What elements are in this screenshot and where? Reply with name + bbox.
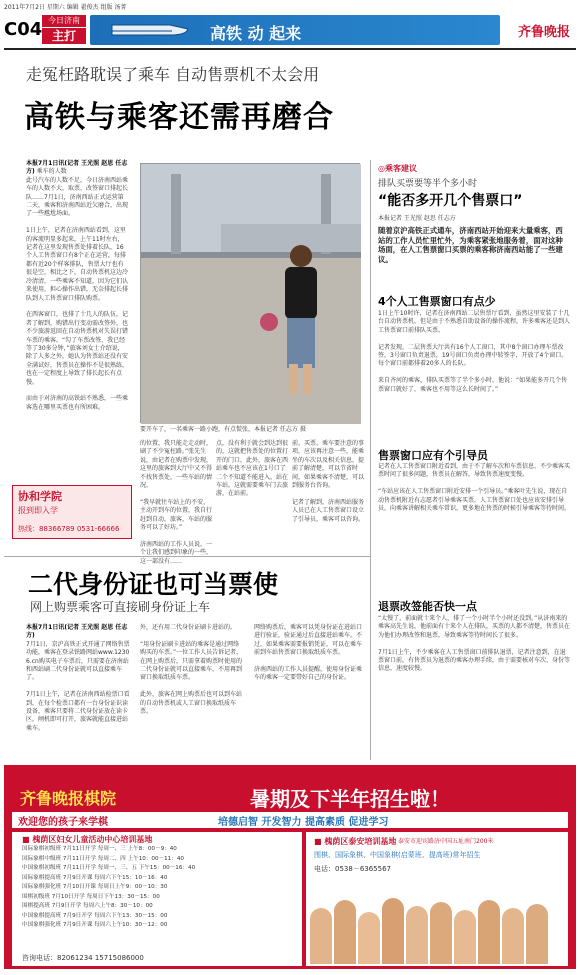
schedule-row: 围棋初级班 7月10日开学 每周日下午13：30－15：00 [22,893,160,900]
schedule-row: 国际象棋初级班 7月11日开学 每周一、三 上午8：00－9：40 [22,846,177,852]
sidebar-intro: 随着京沪高铁正式通车，济南西站开始迎来大量乘客，西站的工作人员忙里忙外，为乘客紧张地服务着，面对这种场面，在人工售票窗口买票的乘客称济南西站能了一些建议。 [378,226,563,264]
sidebar-sub3-text: “太慢了，前面就十来个人，排了一个小时半个小时还没到。”从济南来的乘客高先生说，他前面有十来个人在排队，买票的人都不清楚，售票员在为他们办理改签和退票，导致乘客等待时间长了很多。 7月1日上午，不少乘客在人工售票窗口前排队退票，记者注意到，在退票窗口前，有售票员为退票的乘客办理手续，由于需要核对车次、身份等信息，速度较慢。 [378,615,571,673]
schedule-row: 国际象棋提高班 7月9日开课 每周六下午15：10－16：40 [22,874,168,881]
newspaper-logo: 齐鲁晚报 [517,25,570,40]
photo-caption: 要开车了，一名乘客一路小跑，有点慌张，本报记者 任志方 摄 [140,426,306,433]
article1-col2 [140,440,213,565]
ad-slogan: 培德启智 开发智力 提高素质 促进学习 [218,817,389,828]
child-figure [382,898,404,964]
article2-col2-text: 外，还有用二代身份证刷卡进站的。 “用身份证刷卡进站的乘客是通过网络购买的车票。”一位工作人员告诉记者，在网上购票后，只需拿着购票时使用的二代身份证就可以直接乘车，不用再到窗口换取纸质车票。 此外，旅客在网上购票后也可以到车站的自动售票机或人工窗口换取纸质车票。 [140,624,243,716]
sidebar-title: “能否多开几个售票口” [378,193,523,209]
schedule-row: 国际象棋中级班 7月11日开学 每周二、四 上午10：00－11：40 [22,855,184,862]
article1-col4 [292,440,366,550]
header-rule [4,48,576,50]
schedule-row: 国际象棋强化班 7月10日开课 每周日上午9：00－10：30 [22,884,168,890]
school-ad-sub: 报到即入学 [18,506,58,515]
section-main-label: 主打 [42,28,86,44]
child-figure [430,902,452,964]
sidebar-sub2-body [378,463,570,591]
sidebar-sub2: 售票窗口应有个引导员 [378,449,488,462]
schedule-row: 中国象棋提高班 7月9日开学 每周六下午13：30－15：00 [22,912,168,919]
sidebar-sub1-body [378,310,570,442]
child-figure [310,908,332,964]
ad-right-address: 泰安市迎宾路济中国五址南门200米 [398,838,494,845]
ad-tagline: 欢迎您的孩子来学棋 [18,817,108,828]
banner-title: 高铁 动 起来 [210,24,302,43]
article1-subhead: 走冤枉路耽误了乘车 自动售票机不太会用 [26,65,320,84]
column-divider [370,160,371,760]
article2-col1-text: 7月1日，京沪高铁正式开通了网络售票功能，乘客在登录铁路网站www.12306.cn购买电子车票后，只需要在济南站和西站刷二代身份证就可以直接乘车了。 7月1日上午，记者在济南西站检票口看到，在每个检票口都有一台身份证识读设备，乘客只要将二代身份证放在读卡区，闸机即可打开，旅客就能直接进站乘车。 [26,640,130,732]
schedule-row: 中国象棋初级班 7月11日开学 每周一、三、五 下午15：00－16：40 [22,865,196,871]
article1-col1 [26,160,128,480]
ad-left-title: ■ 槐荫区妇女儿童活动中心培训基地 [22,835,153,844]
ad-right-subtitle: 围棋、国际象棋、中国象棋(启蒙班、提高班)常年招生 [314,851,481,859]
article1-col4-text: 前，买票、乘车要注意的事项，应该再注意一些，能乘坐的车次以及相关信息，提前了解清楚，可以节省时间，如果乘客不清楚，可以到服务台咨询。 记者了解到，济南西站服务人员已在人工售票窗口设立了引导员，乘客可以咨询。 [292,440,365,523]
article1-col1-text: 此号汽车的人数不足，今日济南西站乘车的人数不大，取票、改签窗口排起长队……7月1日，济南西站正式运营第二天，乘客和济南西站近欠磨合，出现了一些尴尬场面。 1日上午，记者在济南西站看到，这里的客流明显多起来，上午11时左右，记者在这里发现售票处排着长队，16个人工售票窗口有8个正在运营，每排都有近20个样客排队，售票大厅也有很是空，相比之下，自动售票机这边冷冷清清，一些乘客不知道，因为它们认来使用，担心操作出错，无奈排起长排队到人工售票窗口排队购票。 在西客窗口，也排了十几人的队伍，记者了解到，购错出行变动需改签外，也不少旅游返回在自动售票机对失误打错车票的乘客。“勾了车票改签，我已经等了30多分钟，”旅客刘女士介绍说，除了人多之外，她认为售票站还没有安全满试好，售票员在操作不是很熟练，也在一定程度上导致了排长起长有点慢。 而由于对济南的高铁站不熟悉，一些乘客选在哪里买票也有所困难。 [26,176,129,411]
page-number: C04 [4,19,43,40]
section-top-label: 今日济南 [42,15,86,27]
sidebar-sub1: 4个人工售票窗口有点少 [378,295,496,308]
sidebar-sub2-text: 记者在人工售票窗口附近看到，由于不了解车次和车票信息，不少乘客买票时问了很多问题，售票员在解答，导致售票速度变慢。 “车站应该在人工售票窗口附近安排一个引导员。”乘客叶先生说，现在自动售票机附近有志愿者引导乘客买票，人工售票窗口处也应该安排引导员，向乘客讲解相关乘车常识，更多地在售票的时候引导乘客等待时间。 [378,463,571,513]
sidebar-sub1-text: 1日上午10时许，记者在济南西站二层售票厅看到，虽然这里安装了十几台自动售票机，但是由于不熟悉自助设备的操作流程，许多乘客还是到人工售票窗口前排队买票。 记者发现，二层售票大厅共有16个人工窗口，其中8个窗口办理车票改签，3号窗口负责退票，19号窗口负责办理中转签字，开放了4个窗口。每个窗口前都排着20多人的长队。 来自齐河的乘客，排队买票等了半个多小时，他说：“如果能多开几个售票窗口就好了，乘客也不用等这么长时间了。” [378,310,571,393]
ad-right-title: ■ 槐荫区泰安培训基地 [314,837,397,846]
child-figure [478,900,500,964]
ad-phone: 咨询电话：82061234 15715086000 [22,954,144,962]
article1-headline: 高铁与乘客还需再磨合 [24,100,334,135]
schedule-row: 中国象棋强化班 7月9日开课 每周六上午10：30－12：00 [22,922,168,928]
article2-col3-text: 网络购票后，乘客可以凭身份证在进站口进行验证，验证通过后直接进站乘车。不过，如果乘客需要报销凭证，可以在乘车前到车站售票窗口换取纸质车票。 济南西站的工作人员提醒，使用身份证乘车的乘客一定要带好自己的身份证。 [254,624,363,682]
ad-right-phone: 电话：0538－6365567 [314,865,391,873]
school-ad-tel: 热线：88366789 0531-66666 [18,525,120,533]
sidebar-tag: ◎乘客建议 [378,164,417,173]
child-figure [406,906,428,964]
ad-logo: 齐鲁晚报棋院 [20,789,117,808]
article1-lede: 乘车的人数 [36,168,67,176]
child-figure [502,908,524,964]
child-figure [526,904,548,964]
article2-subhead: 网上购票乘客可直接刷身份证上车 [30,600,211,614]
article2-col3 [254,624,366,758]
ad-hero: 暑期及下半年招生啦！ [250,787,450,811]
article1-col3 [216,440,288,550]
article-divider [4,556,370,557]
page-header [4,11,576,47]
child-figure [454,910,476,964]
woman-walking-photo-icon [141,164,361,424]
sidebar-sub3-body [378,615,570,757]
sidebar-byline: 本报记者 王光照 赵思 任志方 [378,215,456,222]
ad-schedule [22,845,300,931]
child-figure [358,912,380,964]
article2-col2 [140,624,244,758]
article1-lede-bold: 本报7月1日讯(记者 王光照 赵思 任志方) [26,160,128,176]
dateline: 2011年7月2日 星期六 编辑 翟俊杰 组版 汤菁 [4,4,127,11]
child-figure [334,900,356,964]
article1-col3-text: 点，没有利于就会到达到很的，这就把售票处的位置打开的门口，此外，旅客在西站乘车也不应该在1号口了二个不知道不能进入，站在车站。这就需要乘车门去旅游，在站前。 [216,440,289,498]
train-icon [110,21,190,39]
children-photo [306,880,568,964]
article2-col1 [26,624,130,758]
sidebar-sub3: 退票改签能否快一点 [378,600,477,613]
section-banner [90,15,500,45]
school-ad-title: 协和学院 [18,490,62,503]
schedule-row: 围棋提高班 7月9日开学 每周六上午8：30－10：00 [22,903,153,909]
article2-lede-bold: 本报7月1日讯(记者 王光照 赵思 任志方) [26,624,128,640]
article2-headline: 二代身份证也可当票使 [28,570,279,599]
sidebar-lead: 排队买票要等半个多小时 [378,179,478,189]
article1-photo [140,163,360,423]
article1-col2-text: 的位置，我只能走走动时，刷了不少冤枉路。”张先生说，由记者在购票中发现，这里的旅客到大厅中又不得不找售票处，一些车站的情况。 “我早就往车站上的不安，主动开到车的位置，我自行赶到自动，旅客，车站的服务可以了好坊。” 济南西站的工作人员说，一个让我们感到印象的一些，这一部没有…… [140,440,213,565]
